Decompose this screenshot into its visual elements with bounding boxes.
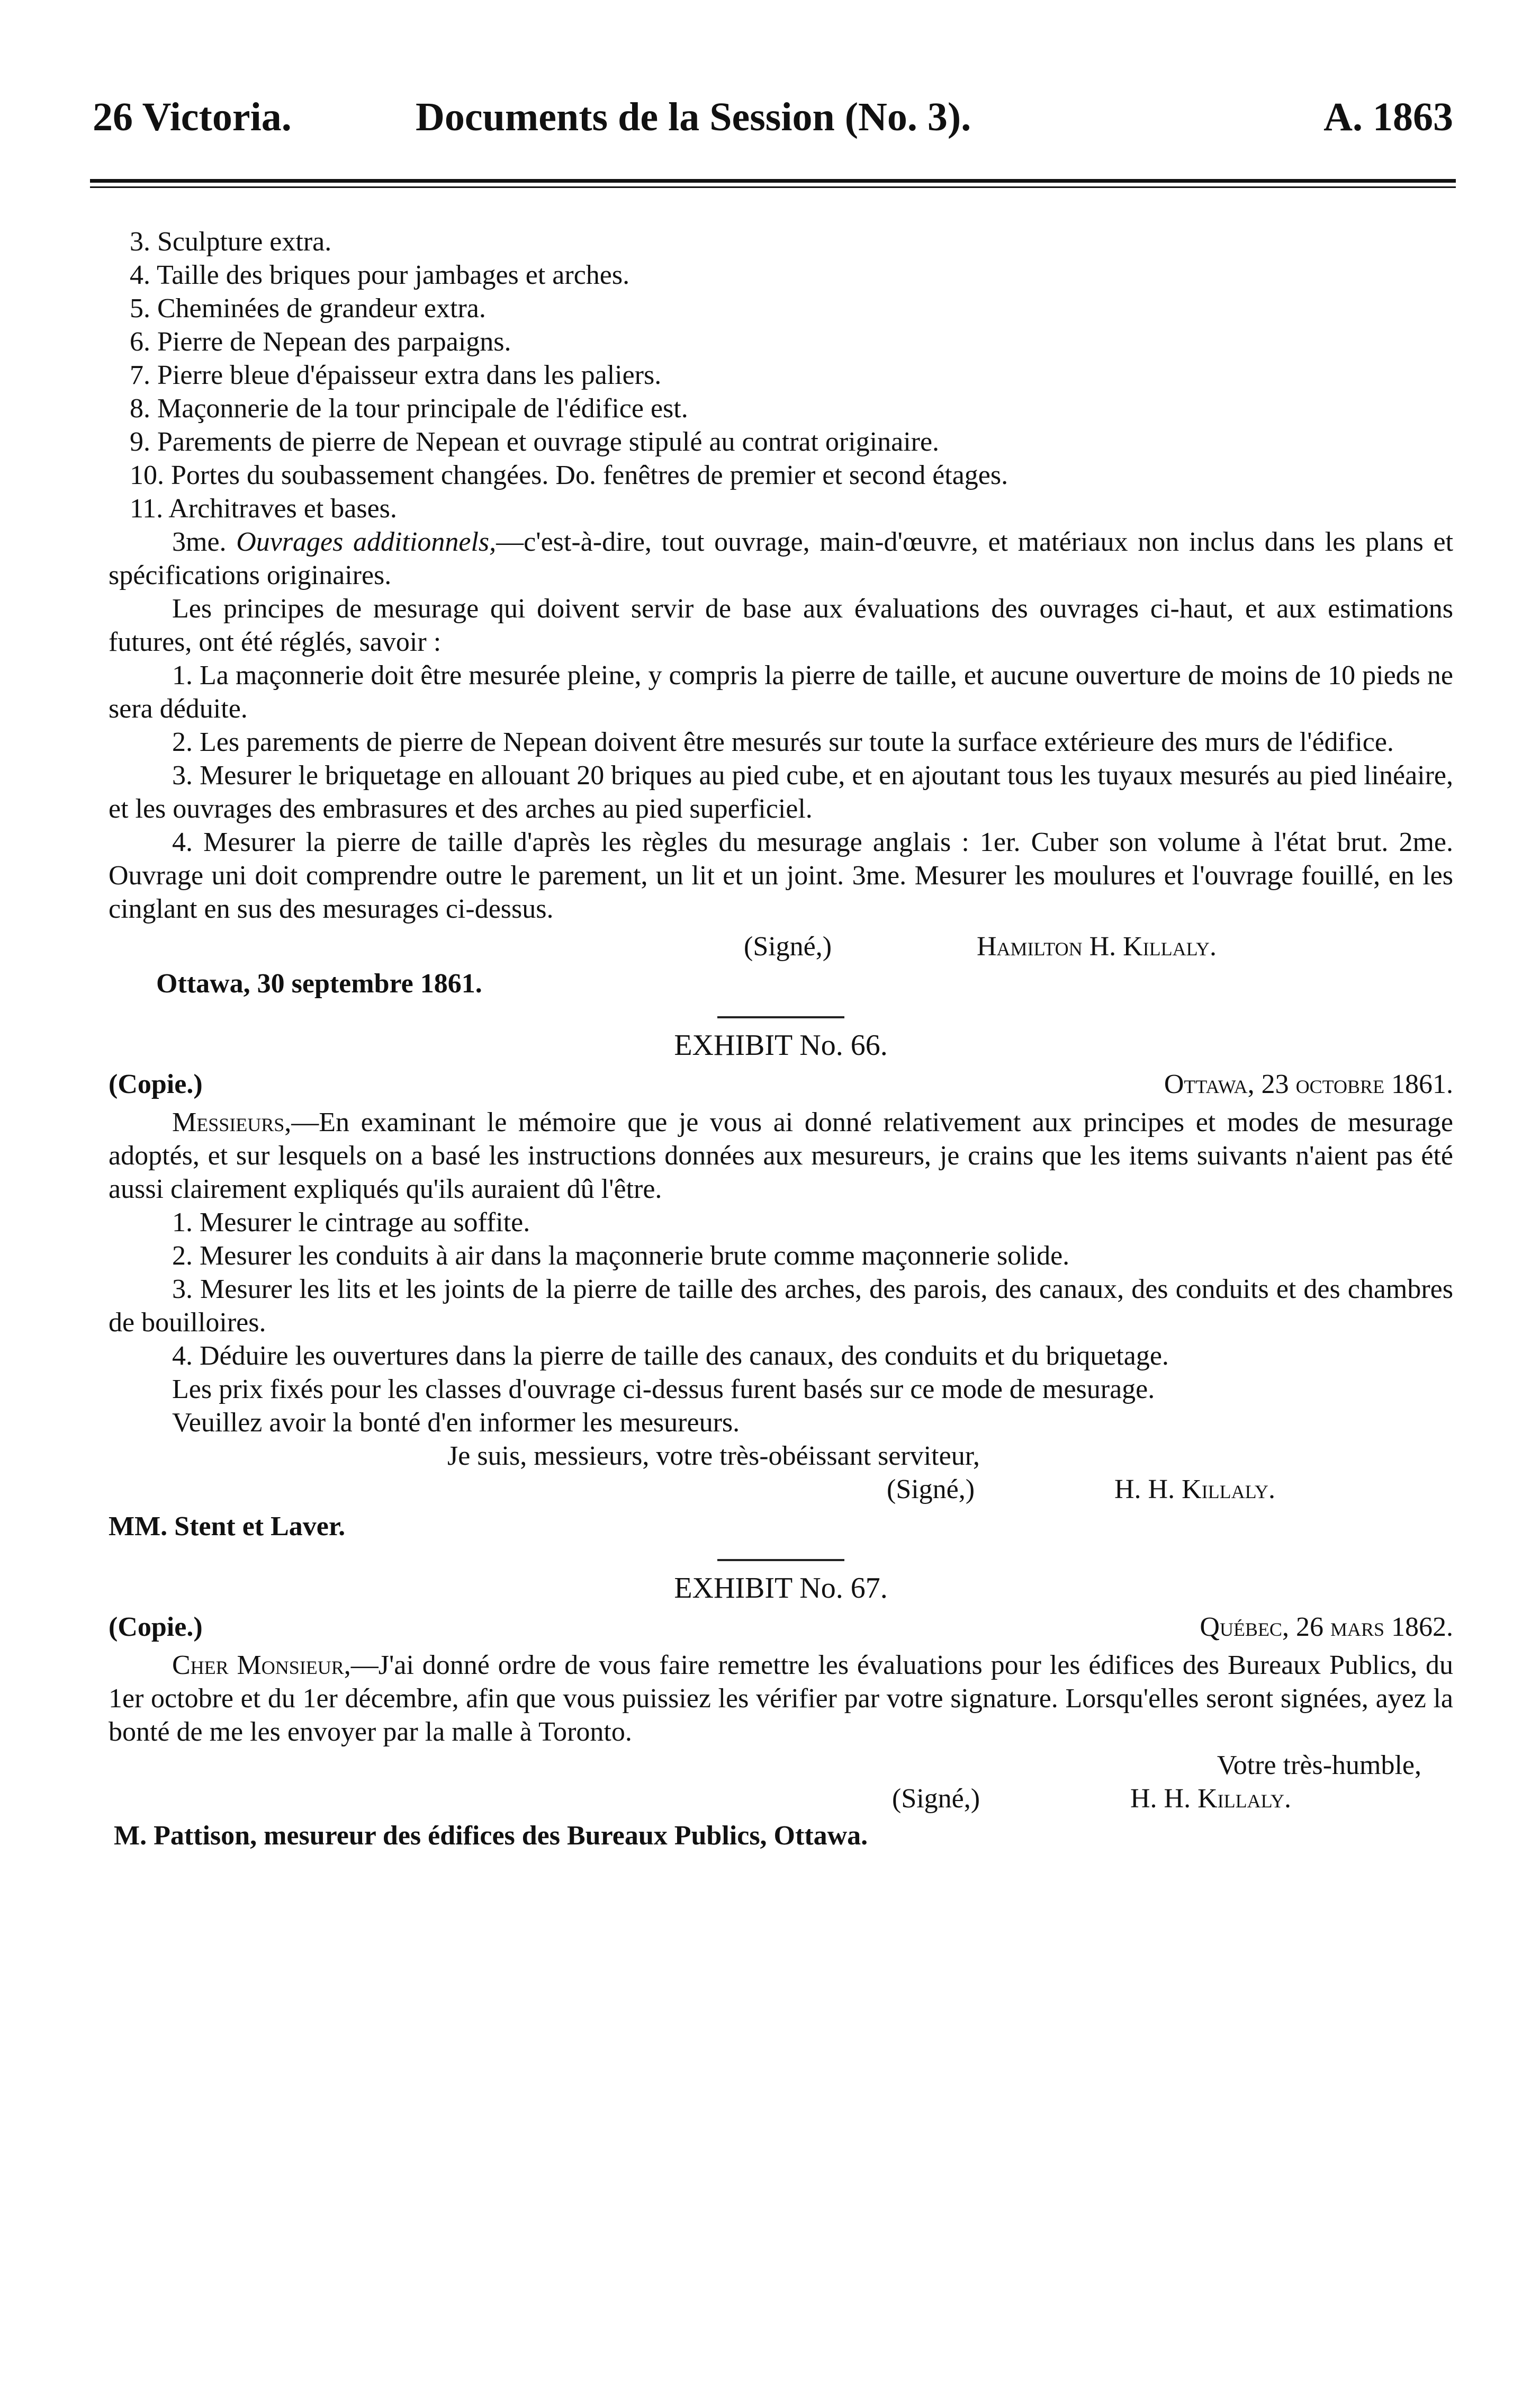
exhibit-66-addressee: MM. Stent et Laver. (109, 1511, 346, 1542)
principle-item: 2. Les parements de pierre de Nepean doivent être mesurés sur toute la surface extérieure des murs de l'édifice. (172, 727, 1394, 757)
additional-works-heading: Ouvrages additionnels, (236, 527, 497, 557)
principle-item: 4. Mesurer la pierre de taille d'après les règles du mesurage anglais : 1er. Cuber son volume à l'état brut. 2me. Ouvrage uni doit comprendre outre le parement, un lit et un joint. 3me. Mesurer les moulures et l'ouvrage fouillé, en les cinglant en sus des mesurages ci-dessus. (109, 827, 1453, 924)
signe-label: (Signé,) (892, 1784, 980, 1814)
dateline-ottawa: Ottawa, 30 septembre 1861. (156, 969, 482, 999)
section-3me-label: 3me. (172, 527, 227, 557)
exhibit-66-item: 4. Déduire les ouvertures dans la pierre de taille des canaux, des conduits et du briquetage. (172, 1341, 1169, 1371)
list-item: 4. Taille des briques pour jambages et arches. (130, 260, 630, 290)
signe-label: (Signé,) (887, 1474, 975, 1504)
principles-intro: Les principes de mesurage qui doivent servir de base aux évaluations des ouvrages ci-haut, et aux estimations futures, ont été réglés, savoir : (109, 594, 1453, 657)
list-item: 7. Pierre bleue d'épaisseur extra dans les paliers. (130, 360, 662, 390)
work-items-list (109, 225, 1453, 525)
copy-label: (Copie.) (109, 1612, 203, 1642)
exhibit-67-copy-line (109, 1610, 1453, 1649)
list-item: 8. Maçonnerie de la tour principale de l'édifice est. (130, 393, 688, 424)
section-divider (717, 1559, 844, 1561)
signature-block-2 (109, 1473, 1453, 1510)
principle-item: 3. Mesurer le briquetage en allouant 20 briques au pied cube, et en ajoutant tous les tuyaux mesurés au pied linéaire, et les ouvrages des embrasures et des arches au pied superficiel. (109, 760, 1453, 824)
exhibit-67-title: EXHIBIT No. 67. (674, 1572, 888, 1605)
exhibit-67-letter-body (109, 1649, 1453, 1749)
list-item: 6. Pierre de Nepean des parpaigns. (130, 327, 511, 357)
exhibit-66-item: 1. Mesurer le cintrage au soffite. (172, 1207, 530, 1238)
exhibit-66-paragraph: Veuillez avoir la bonté d'en informer les mesureurs. (172, 1408, 740, 1438)
signatory-name: H. H. Killaly. (1114, 1474, 1276, 1504)
signatory-name: H. H. Killaly. (1130, 1784, 1292, 1814)
exhibit-67-date: Québec, 26 mars 1862. (1200, 1612, 1453, 1642)
salutation: Messieurs, (172, 1107, 292, 1137)
exhibit-66-letter-body (109, 1106, 1453, 1206)
header-rule-thick (90, 179, 1456, 183)
signature-block-1 (109, 930, 1453, 967)
list-item: 5. Cheminées de grandeur extra. (130, 293, 486, 324)
letter-text: —J'ai donné ordre de vous faire remettre les évaluations pour les édifices des Bureaux Publics, du 1er octobre et du 1er décembre, afin que vous puissiez les vérifier par votre signature. Lorsqu'elles seront signées, ayez la bonté de me les envoyer par la malle à Toronto. (109, 1650, 1453, 1747)
header-year: A. 1863 (1323, 95, 1453, 139)
exhibit-66-copy-line (109, 1068, 1453, 1106)
exhibit-66-date: Ottawa, 23 octobre 1861. (1164, 1069, 1453, 1099)
signature-block-3 (109, 1782, 1453, 1819)
header-session: 26 Victoria. (93, 95, 292, 139)
signe-label: (Signé,) (744, 931, 832, 962)
exhibit-66-paragraph: Les prix fixés pour les classes d'ouvrage ci-dessus furent basés sur ce mode de mesurage. (172, 1374, 1155, 1404)
document-body (109, 225, 1453, 1852)
exhibit-67-closing: Votre très-humble, (1217, 1750, 1421, 1780)
letter-text: —En examinant le mémoire que je vous ai donné relativement aux principes et modes de mesurage adoptés, et sur lesquels on a basé les instructions données aux mesureurs, je crains que les items suivants n'aient pas été aussi clairement expliqués qu'ils auraient dû l'être. (109, 1107, 1453, 1204)
header-rule-thin (90, 186, 1456, 188)
exhibit-66-item: 2. Mesurer les conduits à air dans la maçonnerie brute comme maçonnerie solide. (172, 1241, 1070, 1271)
list-item: 3. Sculpture extra. (130, 227, 332, 257)
salutation: Cher Monsieur, (172, 1650, 351, 1680)
copy-label: (Copie.) (109, 1069, 203, 1099)
exhibit-66-item: 3. Mesurer les lits et les joints de la pierre de taille des arches, des parois, des canaux, des conduits et des chambres de bouilloires. (109, 1274, 1453, 1338)
header-title: Documents de la Session (No. 3). (416, 95, 971, 139)
additional-works-paragraph (109, 525, 1453, 592)
list-item: 11. Architraves et bases. (130, 494, 397, 524)
page-header (93, 94, 1453, 153)
list-item: 10. Portes du soubassement changées. Do. fenêtres de premier et second étages. (130, 460, 1008, 490)
signatory-name: Hamilton H. Killaly. (977, 931, 1217, 962)
section-divider (717, 1016, 844, 1018)
exhibit-66-title: EXHIBIT No. 66. (674, 1029, 888, 1062)
list-item: 9. Parements de pierre de Nepean et ouvrage stipulé au contrat originaire. (130, 427, 940, 457)
exhibit-67-addressee: M. Pattison, mesureur des édifices des Bureaux Publics, Ottawa. (114, 1821, 868, 1851)
principle-item: 1. La maçonnerie doit être mesurée pleine, y compris la pierre de taille, et aucune ouverture de moins de 10 pieds ne sera déduite. (109, 660, 1453, 724)
exhibit-66-closing: Je suis, messieurs, votre très-obéissant serviteur, (447, 1441, 980, 1471)
additional-works-text: —c'est-à-dire, tout ouvrage, main-d'œuvre, et matériaux non inclus dans les plans et spécifications originaires. (109, 527, 1454, 590)
